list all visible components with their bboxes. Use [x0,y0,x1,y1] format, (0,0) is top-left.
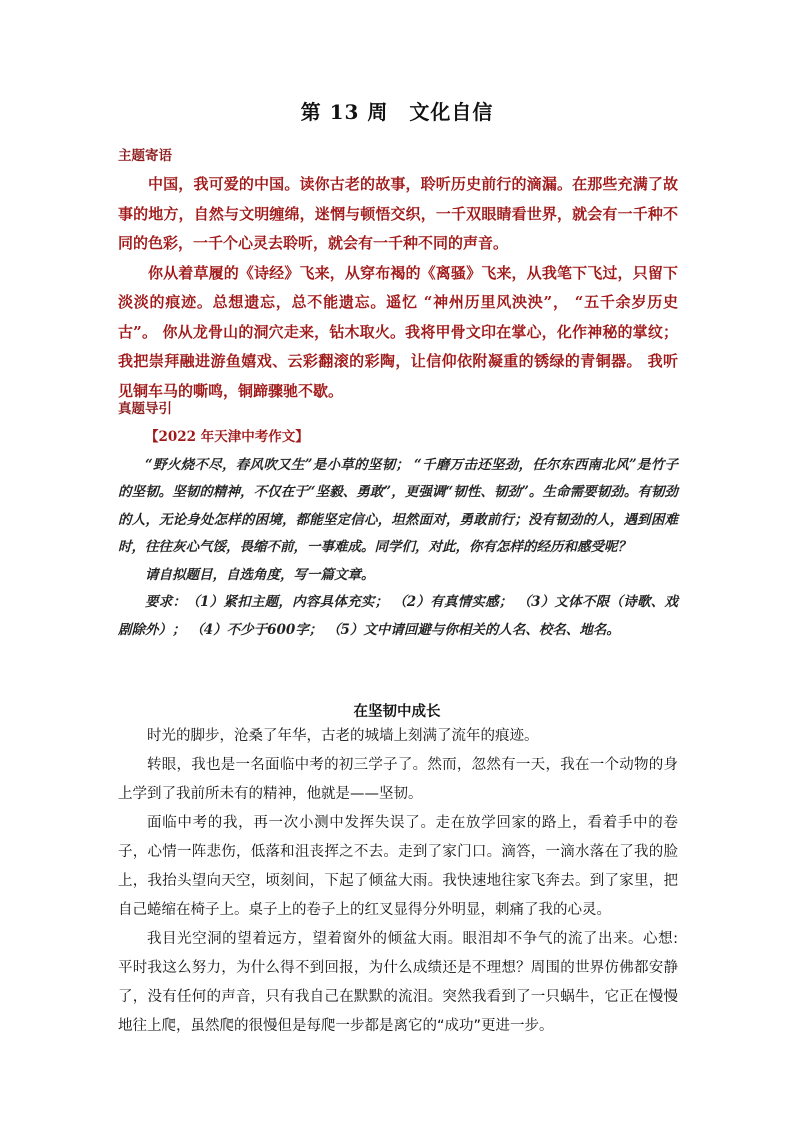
prompt-paragraph: “野火烧不尽，春风吹又生”是小草的坚韧； “千磨万击还坚劲，任尔东西南北风”是竹子的坚韧。坚韧的精神，不仅在于“坚毅、勇敢”，更强调“韧性、韧劲”。生命需要韧劲。有韧劲的人，无论身处怎样的困境，都能坚定信心，坦然面对，勇敢前行；没有韧劲的人，遇到困难时，往往灰心气馁，畏缩不前，一事难成。同学们，对此，你有怎样的经历和感受呢？ [118,456,678,555]
essay-paragraph: 面临中考的我，再一次小测中发挥失误了。走在放学回家的路上，看着手中的卷子，心情一阵悲伤，低落和沮丧挥之不去。走到了家门口。滴答，一滴水落在了我的脸上，我抬头望向天空，顷刻间，下起了倾盆大雨。我快速地往家飞奔去。到了家里，把自己蜷缩在椅子上。桌子上的卷子上的红叉显得分外明显，刺痛了我的心灵。 [118,815,678,918]
exam-prompt-block [118,424,678,644]
essay-paragraph: 时光的脚步，沧桑了年华，古老的城墙上刻满了流年的痕迹。 [147,728,539,744]
theme-paragraph: 中国，我可爱的中国。读你古老的故事，聆听历史前行的滴漏。在那些充满了故事的地方，自然与文明缠绵，迷惘与顿悟交织，一千双眼睛看世界，就会有一千种不同的色彩，一千个心灵去聆听，就会有一千种不同的声音。 [118,175,678,252]
essay-body [118,722,678,1041]
prompt-instruction: 请自拟题目，自选角度，写一篇文章。 [145,566,375,583]
section-heading-exam: 真题导引 [118,401,172,417]
prompt-requirements: 要求：（1）紧扣主题，内容具体充实； （2）有真情实感； （3）文体不限（诗歌、戏剧除外）； （4）不少于600字； （5）文中请回避与你相关的人名、校名、地名。 [118,594,678,638]
page-title: 第 13 周 文化自信 [300,100,494,124]
essay-title: 在坚韧中成长 [353,704,441,720]
exam-source-tag: 【2022 年天津中考作文】 [145,429,309,445]
section-heading-theme: 主题寄语 [118,148,172,164]
essay-paragraph: 我目光空洞的望着远方，望着窗外的倾盆大雨。眼泪却不争气的流了出来。心想: 平时我这么努力，为什么得不到回报，为什么成绩还是不理想？周围的世界仿佛都安静了，没有任何的声音，只有我自己在默默的流泪。突然我看到了一只蜗牛，它正在慢慢地往上爬，虽然爬的很慢但是每爬一步都是离它的“成功”更进一步。 [118,931,678,1034]
theme-message-block [118,170,678,406]
essay-paragraph: 转眼，我也是一名面临中考的初三学子了。然而，忽然有一天，我在一个动物的身上学到了我前所未有的精神，他就是——坚韧。 [118,757,678,802]
theme-paragraph: 你从着草履的《诗经》飞来，从穿布褐的《离骚》飞来，从我笔下飞过，只留下淡淡的痕迹。总想遗忘，总不能遗忘。遥忆 “神州历里风泱泱”， “五千余岁历史古”。 你从龙骨山的洞穴走来，钻木取火。我将甲骨文印在掌心，化作神秘的掌纹；我把崇拜融进游鱼嬉戏、云彩翻滚的彩陶，让信仰依附凝重的锈绿的青铜器。 我听见铜车马的嘶鸣，铜蹄骤驰不歇。 [118,263,678,400]
